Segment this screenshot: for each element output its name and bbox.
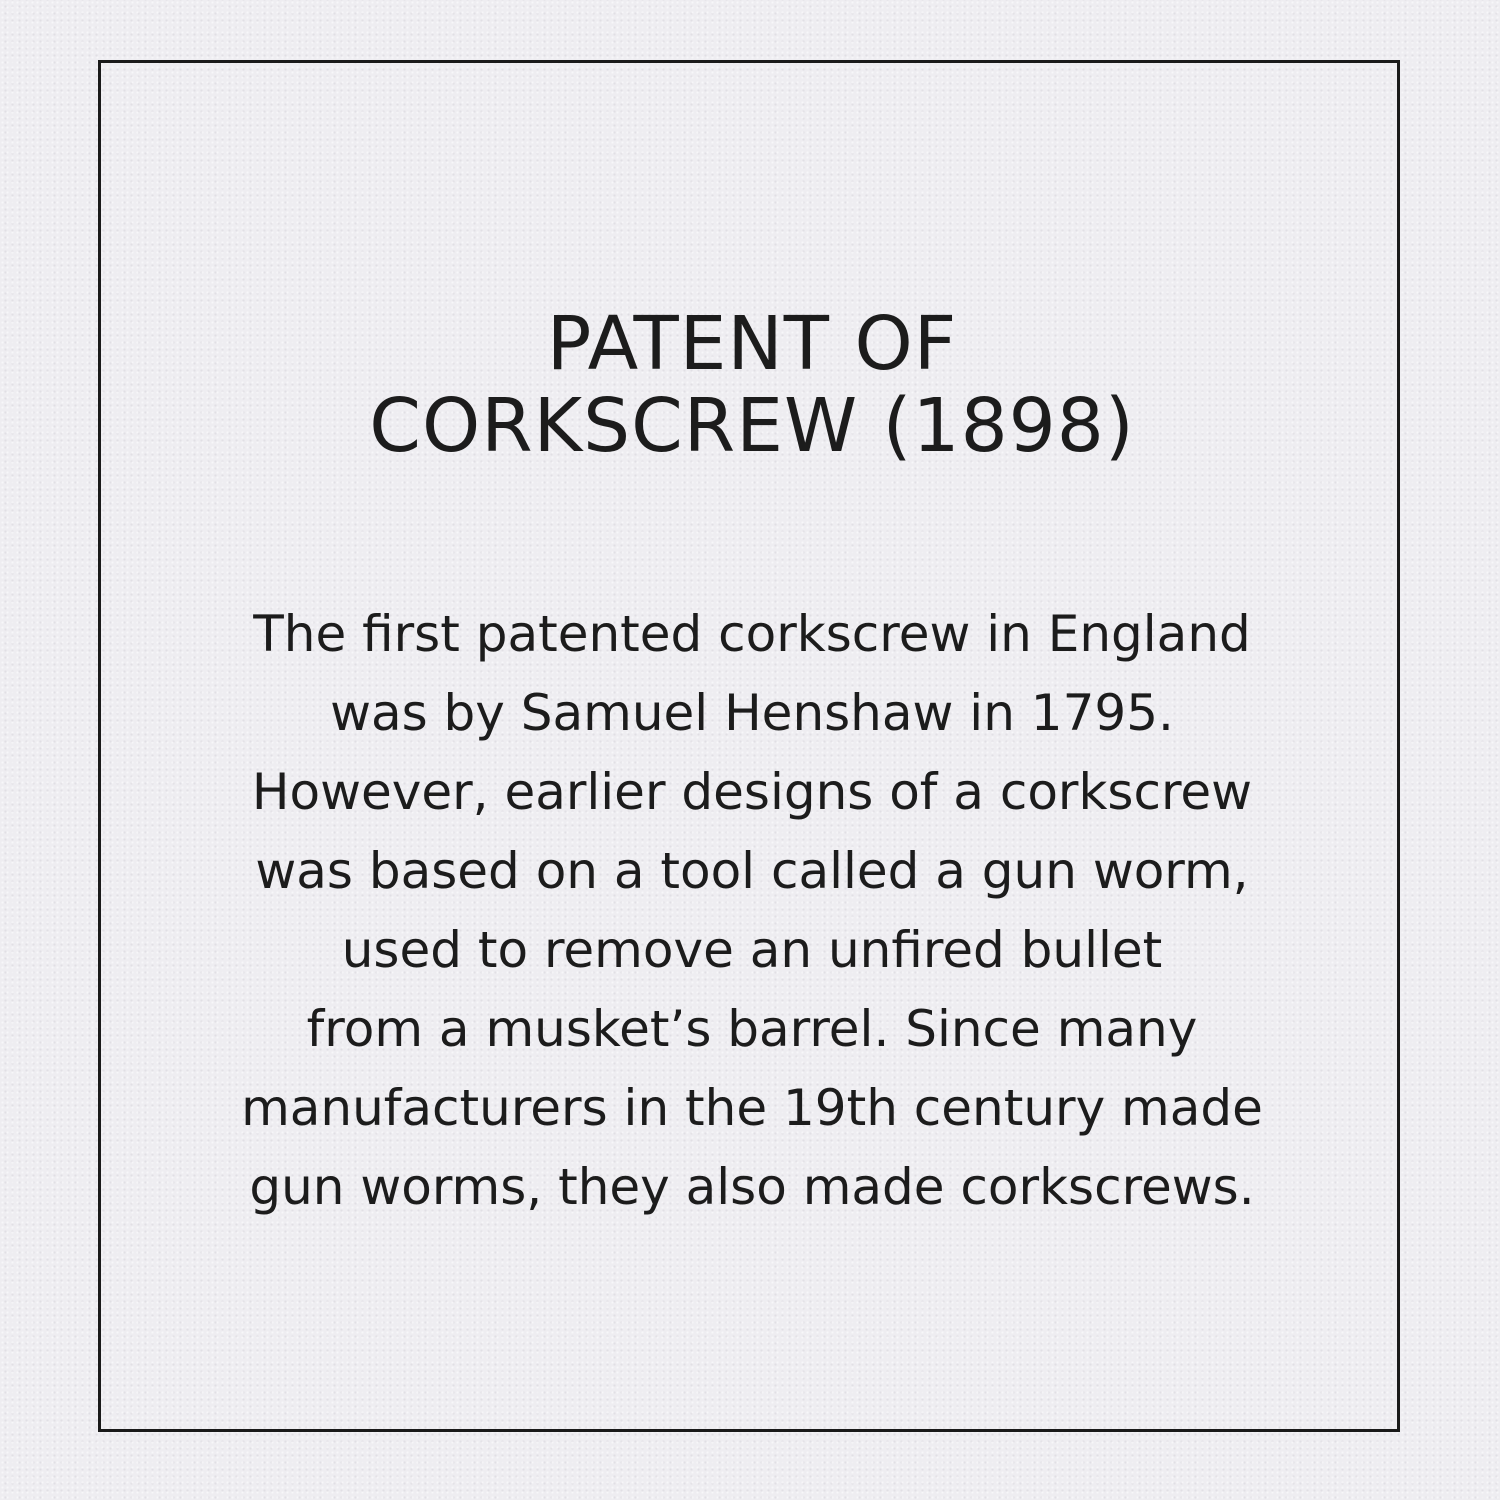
description-line: The first patented corkscrew in England — [253, 605, 1251, 663]
description-line: was by Samuel Henshaw in 1795. — [330, 684, 1174, 742]
description-line: gun worms, they also made corkscrews. — [249, 1158, 1255, 1216]
description-line: used to remove an unfired bullet — [341, 921, 1163, 979]
description-line: was based on a tool called a gun worm, — [255, 842, 1249, 900]
title-line: CORKSCREW (1898) — [369, 383, 1135, 469]
title-line: PATENT OF — [546, 301, 958, 387]
card-title — [101, 303, 1403, 467]
card-frame — [98, 60, 1400, 1432]
description-line: manufacturers in the 19th century made — [241, 1079, 1263, 1137]
card-description — [101, 595, 1403, 1227]
description-line: However, earlier designs of a corkscrew — [251, 763, 1253, 821]
description-line: from a musket’s barrel. Since many — [306, 1000, 1198, 1058]
